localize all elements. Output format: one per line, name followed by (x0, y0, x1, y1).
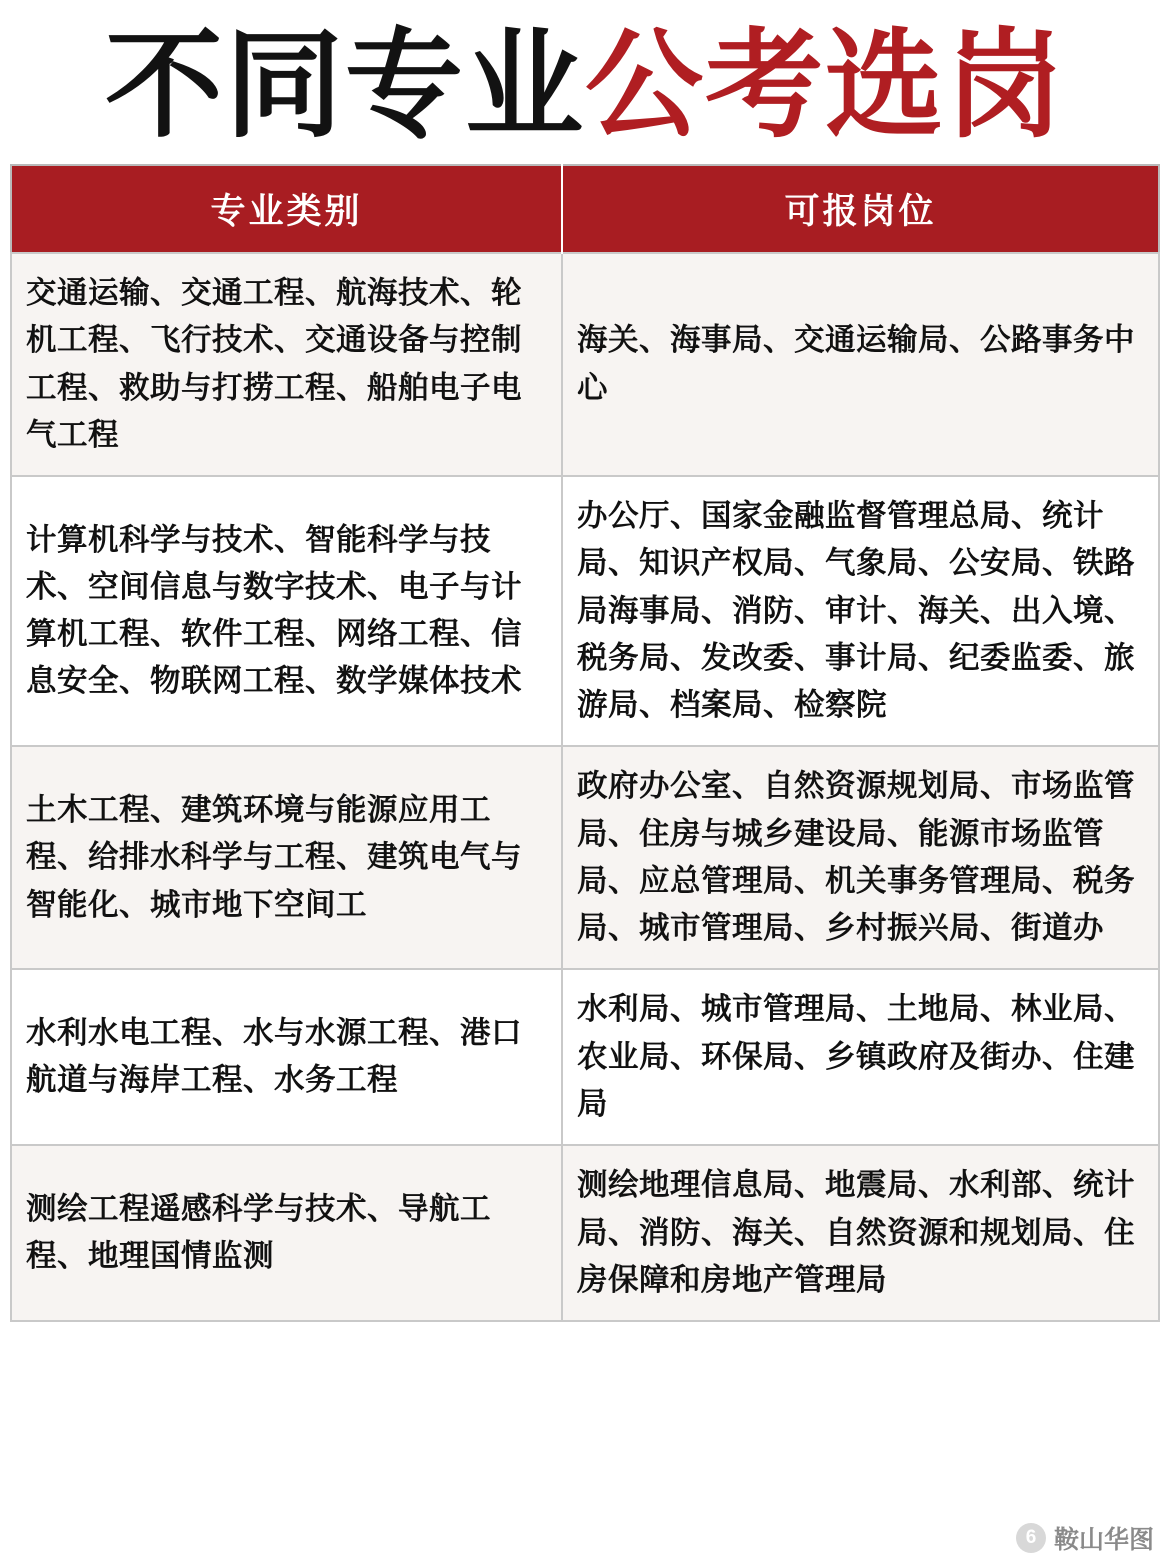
cell-major: 测绘工程遥感科学与技术、导航工程、地理国情监测 (11, 1145, 562, 1321)
page-title (10, 0, 1160, 164)
page-title-part1: 不同专业 (104, 21, 585, 152)
cell-posts: 海关、海事局、交通运输局、公路事务中心 (562, 253, 1159, 476)
table-row (11, 746, 1159, 969)
column-header-major: 专业类别 (11, 165, 562, 253)
table-row (11, 1145, 1159, 1321)
cell-posts: 水利局、城市管理局、土地局、林业局、农业局、环保局、乡镇政府及街办、住建局 (562, 969, 1159, 1145)
table-row (11, 969, 1159, 1145)
cell-posts: 办公厅、国家金融监督管理总局、统计局、知识产权局、气象局、公安局、铁路局海事局、消防、审计、海关、出入境、税务局、发改委、事计局、纪委监委、旅游局、档案局、检察院 (562, 476, 1159, 746)
cell-major: 计算机科学与技术、智能科学与技术、空间信息与数字技术、电子与计算机工程、软件工程、网络工程、信息安全、物联网工程、数学媒体技术 (11, 476, 562, 746)
cell-major: 交通运输、交通工程、航海技术、轮机工程、飞行技术、交通设备与控制工程、救助与打捞工程、船舶电子电气工程 (11, 253, 562, 476)
watermark-text: 鞍山华图 (1053, 1526, 1154, 1554)
weibo-logo-icon: 6 (1016, 1523, 1046, 1553)
page-title-part2: 公考选岗 (585, 21, 1066, 152)
table-header-row (11, 165, 1159, 253)
majors-posts-table (10, 164, 1160, 1322)
cell-posts: 政府办公室、自然资源规划局、市场监管局、住房与城乡建设局、能源市场监管局、应总管理局、机关事务管理局、税务局、城市管理局、乡村振兴局、街道办 (562, 746, 1159, 969)
cell-posts: 测绘地理信息局、地震局、水利部、统计局、消防、海关、自然资源和规划局、住房保障和房地产管理局 (562, 1145, 1159, 1321)
cell-major: 水利水电工程、水与水源工程、港口航道与海岸工程、水务工程 (11, 969, 562, 1145)
table-row (11, 253, 1159, 476)
column-header-posts: 可报岗位 (562, 165, 1159, 253)
table-row (11, 476, 1159, 746)
watermark (1016, 1520, 1154, 1556)
cell-major: 土木工程、建筑环境与能源应用工程、给排水科学与工程、建筑电气与智能化、城市地下空间工 (11, 746, 562, 969)
